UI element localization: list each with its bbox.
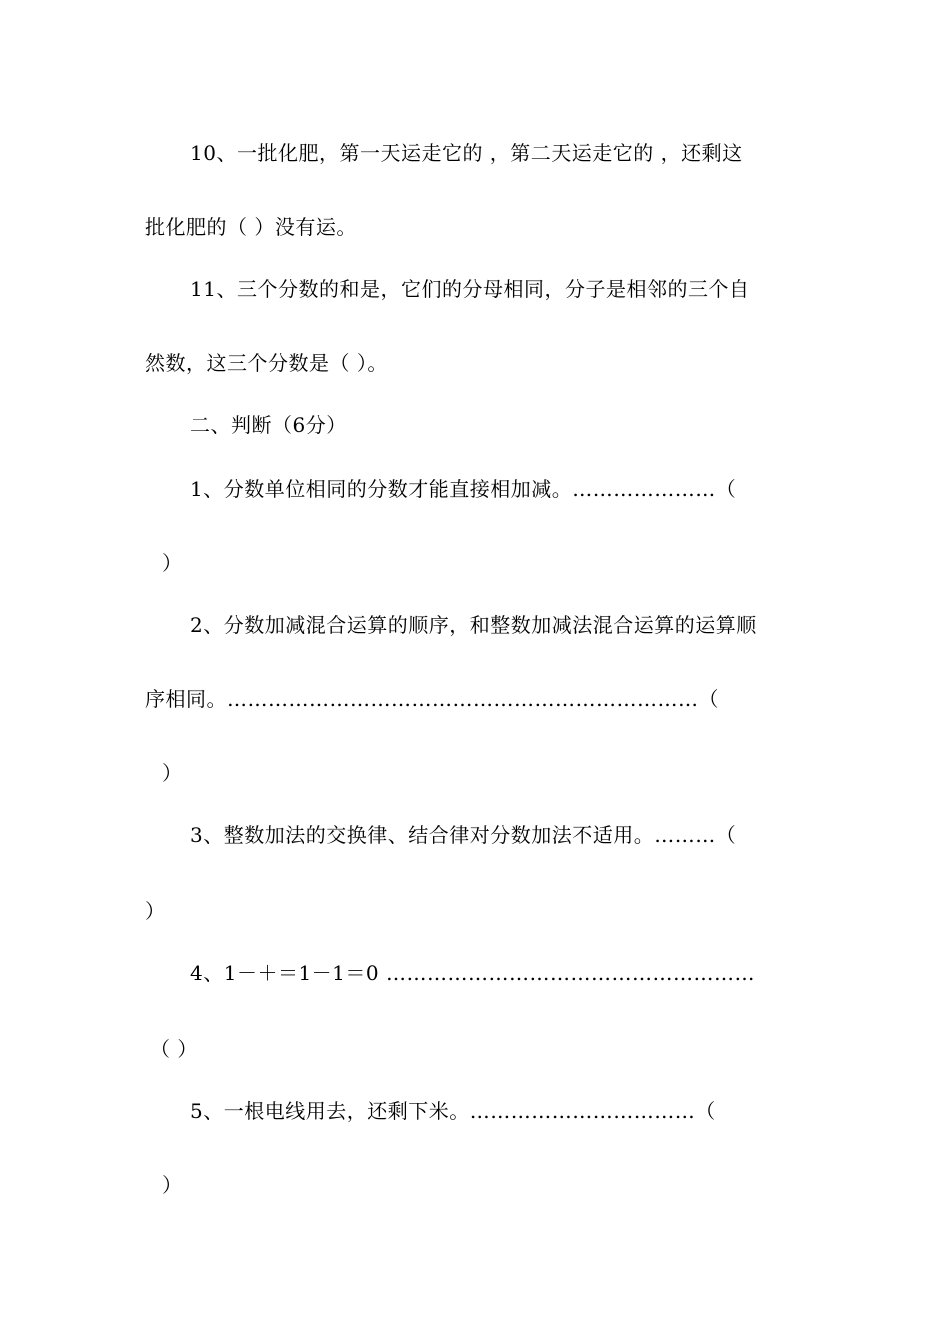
judgement-3-line-1: 3、整数加法的交换律、结合律对分数加法不适用。………（ xyxy=(190,823,737,847)
question-11-line-1: 11、三个分数的和是，它们的分母相同，分子是相邻的三个自 xyxy=(190,277,750,301)
judgement-4-line-1: 4、1－＋＝1－1＝0 ……………………………………………… xyxy=(190,961,755,985)
question-10-line-2: 批化肥的（ ）没有运。 xyxy=(145,215,357,239)
judgement-4-line-2: （ ） xyxy=(150,1037,198,1061)
judgement-1-line-2: ） xyxy=(162,551,183,575)
question-11-line-2: 然数，这三个分数是（ ）。 xyxy=(145,351,388,375)
judgement-2-line-2: 序相同。……………………………………………………………（ xyxy=(145,687,719,711)
section-heading-judgement: 二、判断（6分） xyxy=(190,413,347,437)
judgement-3-line-2: ） xyxy=(145,899,166,923)
judgement-1-line-1: 1、分数单位相同的分数才能直接相加减。…………………（ xyxy=(190,477,737,501)
judgement-2-line-1: 2、分数加减混合运算的顺序，和整数加减法混合运算的运算顺 xyxy=(190,613,757,637)
question-10-line-1: 10、一批化肥，第一天运走它的 ，第二天运走它的 ，还剩这 xyxy=(190,141,743,165)
judgement-5-line-1: 5、一根电线用去，还剩下米。……………………………（ xyxy=(190,1099,716,1123)
judgement-5-line-2: ） xyxy=(162,1173,183,1197)
judgement-2-line-3: ） xyxy=(162,761,183,785)
